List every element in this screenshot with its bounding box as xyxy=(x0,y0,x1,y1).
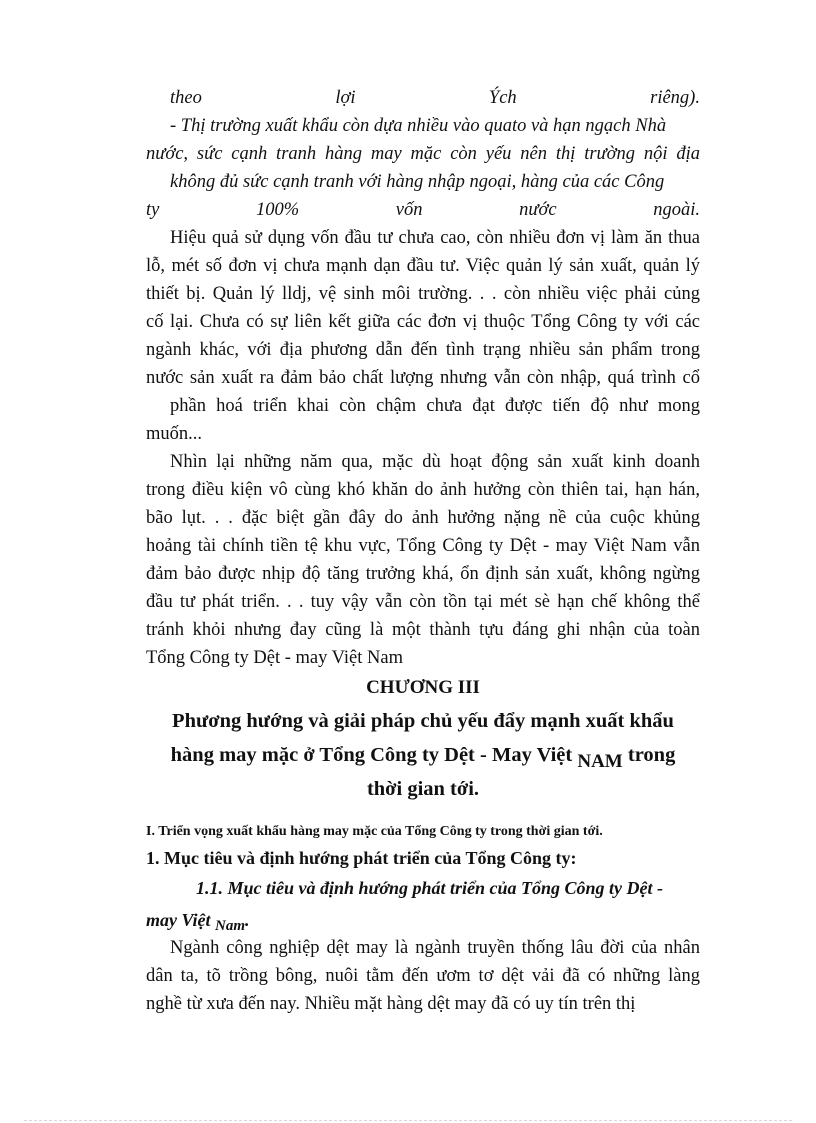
word: riêng). xyxy=(650,88,700,108)
chapter-heading: CHƯƠNG III xyxy=(366,677,480,698)
title-text: NAM xyxy=(577,751,623,772)
title-text: trong xyxy=(622,744,676,766)
subsubsection-heading xyxy=(146,908,700,934)
paragraph-line: bão lụt. . . đặc biệt gần đây do ảnh hưởng nặng nề của cuộc khủng xyxy=(146,508,700,528)
paragraph-line: muốn... xyxy=(146,424,203,444)
subsection-heading: 1. Mục tiêu và định hướng phát triển của Tổng Công ty: xyxy=(146,848,577,868)
chapter-title-line: thời gian tới. xyxy=(366,778,480,800)
word: ty xyxy=(146,200,160,220)
paragraph-line: ngành khác, với địa phương dẫn đến tình trạng nhiều sản phẩm trong xyxy=(146,340,700,360)
paragraph-line: Ngành công nghiệp dệt may là ngành truyền thống lâu đời của nhân xyxy=(170,938,700,958)
section-heading: I. Triển vọng xuất khẩu hàng may mặc của Tổng Công ty trong thời gian tới. xyxy=(146,824,603,839)
text-line xyxy=(146,198,700,222)
heading-text: Nam xyxy=(215,918,245,934)
word: 100% xyxy=(255,200,300,220)
paragraph-line: trong điều kiện vô cùng khó khăn do ảnh hưởng còn thiên tai, hạn hán, xyxy=(146,480,700,500)
paragraph-line: phần hoá triển khai còn chậm chưa đạt được tiến độ như mong xyxy=(170,396,700,416)
title-text: hàng may mặc ở Tổng Công ty Dệt - May Việt xyxy=(170,744,578,766)
page-bottom-divider xyxy=(24,1120,792,1121)
text-line: không đủ sức cạnh tranh với hàng nhập ngoại, hàng của các Công xyxy=(170,172,665,192)
paragraph-line: tránh khỏi nhưng đay cũng là một thành tựu đáng ghi nhận của toàn xyxy=(146,620,700,640)
paragraph-line: Nhìn lại những năm qua, mặc dù hoạt động sản xuất kinh doanh xyxy=(170,452,700,472)
paragraph-line: cố lại. Chưa có sự liên kết giữa các đơn vị thuộc Tổng Công ty với các xyxy=(146,312,700,332)
word: lợi xyxy=(335,88,356,108)
paragraph-line: Tổng Công ty Dệt - may Việt Nam xyxy=(146,648,403,668)
paragraph-line: đảm bảo được nhịp độ tăng trưởng khá, ổn định sản xuất, không ngừng xyxy=(146,564,700,584)
text-line xyxy=(170,86,700,110)
text-line: - Thị trường xuất khẩu còn dựa nhiều vào quato và hạn ngạch Nhà xyxy=(170,116,667,136)
paragraph-line: Hiệu quả sử dụng vốn đầu tư chưa cao, còn nhiều đơn vị làm ăn thua xyxy=(170,228,700,248)
paragraph-line: nghề từ xưa đến nay. Nhiều mặt hàng dệt may đã có uy tín trên thị xyxy=(146,994,636,1014)
paragraph-line: nước sản xuất ra đảm bảo chất lượng nhưng vẫn còn nhập, quá trình cổ xyxy=(146,368,700,388)
paragraph-line: dân ta, tõ trồng bông, nuôi tằm đến ươm tơ dệt vải đã có những làng xyxy=(146,966,700,986)
paragraph-line: lỗ, mét số đơn vị chưa mạnh dạn đầu tư. Việc quản lý sản xuất, quản lý xyxy=(146,256,700,276)
word: ngoài. xyxy=(653,200,700,220)
chapter-title-line: Phương hướng và giải pháp chủ yếu đẩy mạnh xuất khẩu xyxy=(172,710,674,732)
subsubsection-heading: 1.1. Mục tiêu và định hướng phát triển của Tổng Công ty Dệt - xyxy=(196,878,663,898)
word: Ých xyxy=(488,88,517,108)
heading-text: . xyxy=(245,910,250,930)
paragraph-line: thiết bị. Quản lý lldj, vệ sinh môi trường. . . còn nhiều việc phải củng xyxy=(146,284,700,304)
word: theo xyxy=(170,88,202,108)
word: nước xyxy=(519,200,557,220)
paragraph-line: đầu tư phát triển. . . tuy vậy vẫn còn tồn tại mét sè hạn chế không thể xyxy=(146,592,700,612)
paragraph-line: hoảng tài chính tiền tệ khu vực, Tổng Công ty Dệt - may Việt Nam vẫn xyxy=(146,536,700,556)
heading-text: may Việt xyxy=(146,910,215,930)
text-line: nước, sức cạnh tranh hàng may mặc còn yếu nên thị trường nội địa xyxy=(146,144,700,164)
word: vốn xyxy=(395,200,423,220)
chapter-title-line xyxy=(146,738,700,773)
